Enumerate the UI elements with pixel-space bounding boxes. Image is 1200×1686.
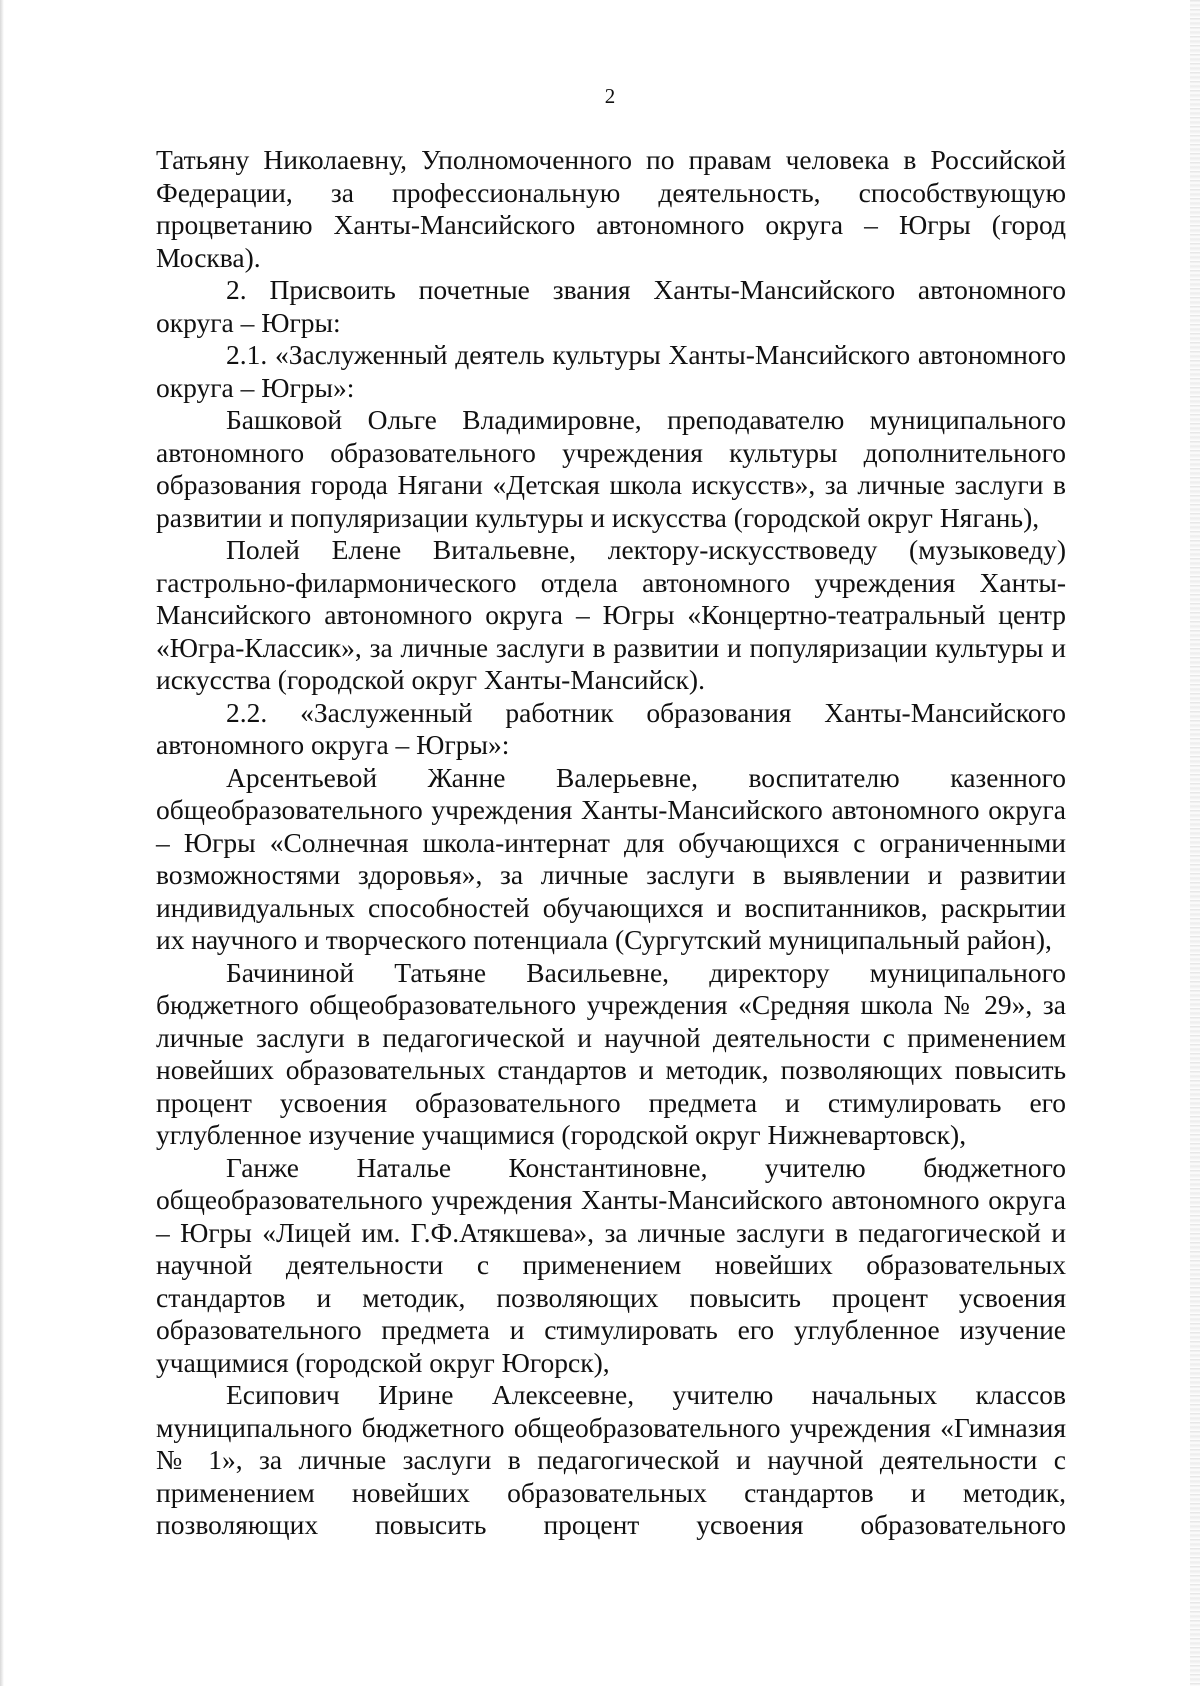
paragraph-esipovich: Есипович Ирине Алексеевне, учителю начальных классов муниципального бюджетного общеобразовательного учреждения «Гимназия № 1», за личные заслуги в педагогической и научной деятельности с применением новейших образовательных стандартов и методик, позволяющих повысить процент усвоения образовательного (156, 1379, 1066, 1540)
paragraph-recipient-tatyana: Татьяну Николаевну, Уполномоченного по правам человека в Российской Федерации, за профессиональную деятельность, способствующую процветанию Ханты-Мансийского автономного округа – Югры (город Москва). (156, 144, 1066, 273)
document-body (156, 144, 1066, 1542)
paragraph-ganzha: Ганже Наталье Константиновне, учителю бюджетного общеобразовательного учреждения Ханты-Мансийского автономного округа – Югры «Лицей им. Г.Ф.Атякшева», за личные заслуги в педагогической и научной деятельности с применением новейших образовательных стандартов и методик, позволяющих повысить процент усвоения образовательного предмета и стимулировать его углубленное изучение учащимися (городской округ Югорск), (156, 1151, 1066, 1378)
scan-edge-left (0, 0, 4, 1686)
page-number: 2 (604, 84, 616, 108)
paragraph-poley: Полей Елене Витальевне, лектору-искусствоведу (музыковеду) гастрольно-филармонического отдела автономного учреждения Ханты-Мансийского автономного округа – Югры «Концертно-театральный центр «Югра-Классик», за личные заслуги в развитии и популяризации культуры и искусства (городской округ Ханты-Мансийск). (156, 534, 1066, 695)
paragraph-item-2: 2. Присвоить почетные звания Ханты-Мансийского автономного округа – Югры: (156, 274, 1066, 338)
paragraph-item-2-2: 2.2. «Заслуженный работник образования Ханты-Мансийского автономного округа – Югры»: (156, 696, 1066, 760)
paragraph-bashkova: Башковой Ольге Владимировне, преподавателю муниципального автономного образовательного учреждения культуры дополнительного образования города Нягани «Детская школа искусств», за личные заслуги в развитии и популяризации культуры и искусства (городской округ Нягань), (156, 404, 1066, 533)
scan-edge-right (1190, 0, 1200, 1686)
paragraph-bachinina: Бачининой Татьяне Васильевне, директору муниципального бюджетного общеобразовательного учреждения «Средняя школа № 29», за личные заслуги в педагогической и научной деятельности с применением новейших образовательных стандартов и методик, позволяющих повысить процент усвоения образовательного предмета и стимулировать его углубленное изучение учащимися (городской округ Нижневартовск), (156, 956, 1066, 1150)
paragraph-item-2-1: 2.1. «Заслуженный деятель культуры Ханты-Мансийского автономного округа – Югры»: (156, 339, 1066, 403)
paragraph-arsentyeva: Арсентьевой Жанне Валерьевне, воспитателю казенного общеобразовательного учреждения Ханты-Мансийского автономного округа – Югры «Солнечная школа-интернат для обучающихся с ограниченными возможностями здоровья», за личные заслуги в выявлении и развитии индивидуальных способностей обучающихся и воспитанников, раскрытии их научного и творческого потенциала (Сургутский муниципальный район), (156, 761, 1066, 955)
